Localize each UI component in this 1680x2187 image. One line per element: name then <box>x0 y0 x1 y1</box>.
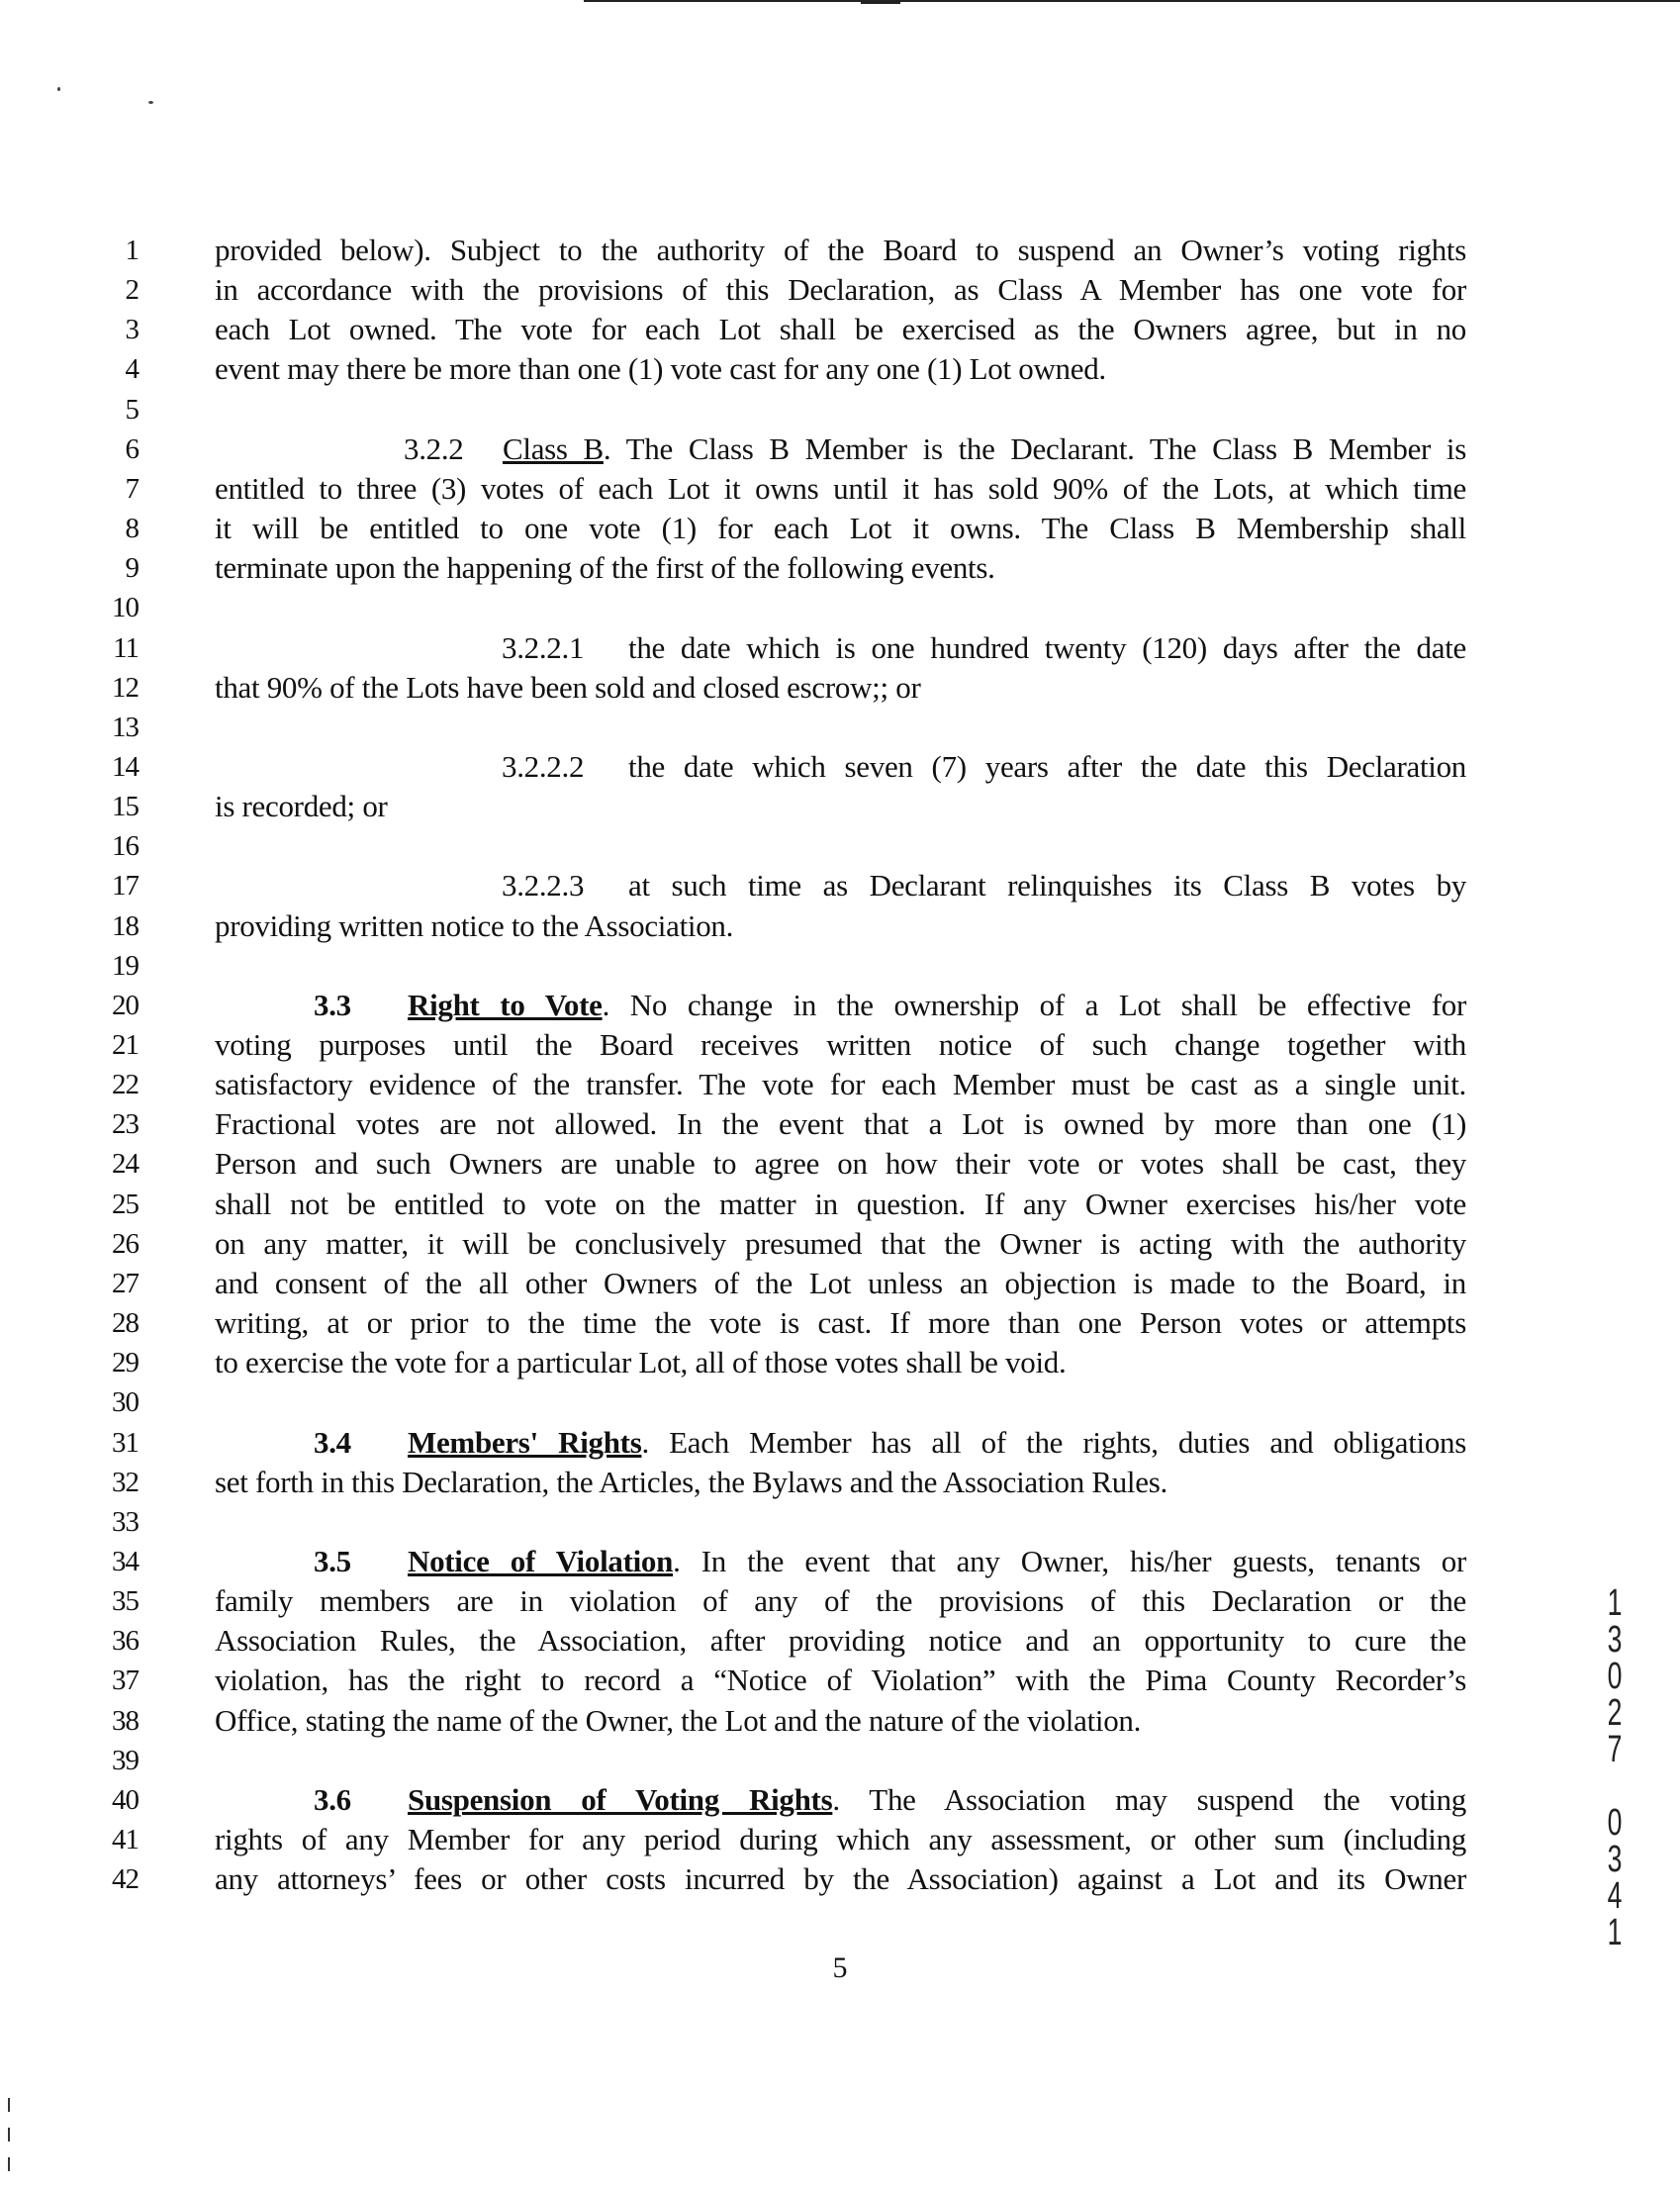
line-number: 1 <box>125 235 139 266</box>
stamp-digit: 3 <box>1607 1839 1623 1880</box>
line-text: Fractional votes are not allowed. In the event that a Lot is owned by more than one (1) <box>215 1106 1466 1141</box>
line-number: 31 <box>112 1427 139 1459</box>
text-line <box>215 1820 1466 1859</box>
section-number: 3.2.2.1 <box>502 630 585 665</box>
line-text: family members are in violation of any of the provisions of this Declaration or the <box>215 1583 1466 1618</box>
text-line <box>215 1343 1466 1382</box>
line-number: 36 <box>112 1625 139 1657</box>
line-number: 39 <box>112 1745 139 1776</box>
line-number: 2 <box>125 274 139 306</box>
line-number: 33 <box>112 1506 139 1538</box>
line-number: 35 <box>112 1585 139 1617</box>
section-heading: Class B <box>503 431 604 466</box>
text-line <box>215 668 1466 708</box>
line-text: rights of any Member for any period during which any assessment, or other sum (including <box>215 1822 1466 1856</box>
line-text: entitled to three (3) votes of each Lot it owns until it has sold 90% of the Lots, at which time <box>215 471 1466 506</box>
text-line <box>215 349 1466 389</box>
line-number: 5 <box>125 394 139 426</box>
text-line <box>404 429 1466 469</box>
line-text: violation, has the right to record a “Notice of Violation” with the Pima County Recorder’s <box>215 1663 1466 1697</box>
line-number: 22 <box>112 1069 139 1100</box>
line-number: 29 <box>112 1347 139 1379</box>
line-number: 42 <box>112 1863 139 1895</box>
line-number: 26 <box>112 1228 139 1260</box>
line-number: 12 <box>112 672 139 704</box>
line-text: Association Rules, the Association, after providing notice and an opportunity to cure the <box>215 1623 1466 1658</box>
line-text: . No change in the ownership of a Lot shall be effective for <box>602 988 1466 1022</box>
line-text: any attorneys’ fees or other costs incurred by the Association) against a Lot and its Owner <box>215 1861 1466 1896</box>
line-number: 38 <box>112 1705 139 1737</box>
line-text: Person and such Owners are unable to agree on how their vote or votes shall be cast, they <box>215 1146 1466 1181</box>
text-line <box>215 1661 1466 1700</box>
text-line <box>215 1065 1466 1104</box>
scan-margin-mark <box>8 2098 10 2112</box>
line-text: writing, at or prior to the time the vote is cast. If more than one Person votes or attempts <box>215 1305 1466 1340</box>
line-text: event may there be more than one (1) vote cast for any one (1) Lot owned. <box>215 351 1106 386</box>
line-text: each Lot owned. The vote for each Lot shall be exercised as the Owners agree, but in no <box>215 312 1466 346</box>
line-text: on any matter, it will be conclusively presumed that the Owner is acting with the authority <box>215 1226 1466 1261</box>
section-heading: Notice of Violation <box>408 1544 674 1578</box>
text-line <box>215 270 1466 310</box>
line-text: in accordance with the provisions of this Declaration, as Class A Member has one vote for <box>215 272 1466 307</box>
text-line <box>215 469 1466 509</box>
top-border-rule <box>584 0 1680 2</box>
line-number: 13 <box>112 712 139 743</box>
line-number: 37 <box>112 1664 139 1696</box>
text-line <box>215 1303 1466 1343</box>
section-heading: Right to Vote <box>408 988 603 1022</box>
text-line <box>215 1025 1466 1065</box>
line-number: 34 <box>112 1546 139 1577</box>
text-line <box>215 1185 1466 1224</box>
text-line <box>215 1621 1466 1661</box>
text-line <box>215 548 1466 588</box>
line-text: it will be entitled to one vote (1) for each Lot it owns. The Class B Membership shall <box>215 511 1466 545</box>
stamp-digit: 1 <box>1607 1912 1623 1953</box>
line-text: and consent of the all other Owners of the Lot unless an objection is made to the Board, in <box>215 1266 1466 1300</box>
line-text: satisfactory evidence of the transfer. The vote for each Member must be cast as a single unit. <box>215 1067 1466 1101</box>
line-number: 4 <box>125 353 139 385</box>
line-number: 8 <box>125 513 139 544</box>
scan-speck <box>148 101 153 104</box>
line-text: is recorded; or <box>215 789 388 823</box>
text-line <box>502 866 1466 905</box>
text-line <box>215 310 1466 349</box>
text-line <box>215 1581 1466 1621</box>
stamp-digit: 7 <box>1607 1729 1623 1770</box>
text-line <box>314 1423 1466 1463</box>
stamp-digit <box>1601 1768 1629 1805</box>
line-number: 18 <box>112 910 139 942</box>
line-number: 9 <box>125 552 139 584</box>
stamp-digit: 0 <box>1607 1656 1623 1697</box>
text-line <box>215 1859 1466 1899</box>
line-number: 19 <box>112 950 139 982</box>
line-text: voting purposes until the Board receives written notice of such change together with <box>215 1027 1466 1062</box>
line-number: 10 <box>112 592 139 623</box>
line-number: 23 <box>112 1108 139 1140</box>
section-number: 3.4 <box>314 1425 351 1460</box>
line-number: 21 <box>112 1029 139 1061</box>
text-line <box>215 1224 1466 1264</box>
line-text: Office, stating the name of the Owner, the Lot and the nature of the violation. <box>215 1703 1142 1738</box>
text-line <box>215 1701 1466 1741</box>
line-text: provided below). Subject to the authority of the Board to suspend an Owner’s voting rights <box>215 233 1466 267</box>
line-number: 15 <box>112 791 139 822</box>
stamp-digit: 2 <box>1607 1692 1623 1734</box>
text-line <box>215 1104 1466 1144</box>
section-heading: Members' Rights <box>408 1425 642 1460</box>
line-text: . In the event that any Owner, his/her guests, tenants or <box>673 1544 1467 1578</box>
line-number: 32 <box>112 1467 139 1498</box>
text-line <box>314 1780 1466 1820</box>
text-line <box>215 906 1466 946</box>
section-number: 3.6 <box>314 1782 351 1817</box>
stamp-digit: 3 <box>1607 1619 1623 1661</box>
line-number: 14 <box>112 751 139 783</box>
line-number: 20 <box>112 990 139 1021</box>
text-line <box>502 628 1466 668</box>
line-number: 11 <box>113 632 139 664</box>
scan-margin-mark <box>8 2128 10 2141</box>
line-number: 30 <box>112 1386 139 1418</box>
line-number: 6 <box>125 433 139 465</box>
text-line <box>215 1144 1466 1184</box>
text-line <box>314 1542 1466 1581</box>
text-line <box>215 231 1466 270</box>
line-number: 41 <box>112 1824 139 1855</box>
scan-speck <box>57 87 60 91</box>
section-number: 3.2.2.2 <box>502 749 585 784</box>
line-number: 24 <box>112 1148 139 1180</box>
page-number: 5 <box>832 1951 848 1984</box>
text-line <box>314 986 1466 1025</box>
line-text: the date which seven (7) years after the date this Declaration <box>628 749 1466 784</box>
line-number: 3 <box>125 314 139 345</box>
section-number: 3.5 <box>314 1544 351 1578</box>
text-line <box>215 1264 1466 1303</box>
line-text: set forth in this Declaration, the Articles, the Bylaws and the Association Rules. <box>215 1465 1167 1499</box>
text-line <box>215 509 1466 548</box>
line-text: that 90% of the Lots have been sold and closed escrow;; or <box>215 670 921 705</box>
line-number: 27 <box>112 1268 139 1299</box>
section-number: 3.2.2.3 <box>502 868 585 903</box>
line-number: 28 <box>112 1307 139 1339</box>
text-line <box>502 747 1466 787</box>
section-number: 3.3 <box>314 988 351 1022</box>
line-text: shall not be entitled to vote on the matter in question. If any Owner exercises his/her vote <box>215 1187 1466 1221</box>
line-text: . The Class B Member is the Declarant. The Class B Member is <box>603 431 1466 466</box>
top-border-mark <box>861 0 900 4</box>
text-line <box>215 1463 1466 1502</box>
line-number: 25 <box>112 1189 139 1220</box>
line-text: . Each Member has all of the rights, duties and obligations <box>641 1425 1466 1460</box>
line-number: 7 <box>125 473 139 505</box>
line-number: 17 <box>112 870 139 902</box>
text-line <box>215 787 1466 826</box>
line-text: to exercise the vote for a particular Lot, all of those votes shall be void. <box>215 1345 1067 1379</box>
stamp-digit: 0 <box>1607 1802 1623 1844</box>
section-number: 3.2.2 <box>404 431 464 466</box>
section-heading: Suspension of Voting Rights <box>408 1782 833 1817</box>
stamp-digit: 4 <box>1607 1875 1623 1917</box>
scan-margin-mark <box>8 2157 10 2171</box>
line-text: providing written notice to the Association. <box>215 908 734 943</box>
stamp-digit: 1 <box>1607 1582 1623 1624</box>
line-text: terminate upon the happening of the first of the following events. <box>215 550 995 585</box>
line-text: . The Association may suspend the voting <box>832 1782 1466 1817</box>
line-number: 16 <box>112 830 139 862</box>
line-text: at such time as Declarant relinquishes its Class B votes by <box>628 868 1466 903</box>
line-number: 40 <box>112 1784 139 1816</box>
recorder-stamp-number <box>1601 1582 1629 1953</box>
line-text: the date which is one hundred twenty (120) days after the date <box>628 630 1466 665</box>
